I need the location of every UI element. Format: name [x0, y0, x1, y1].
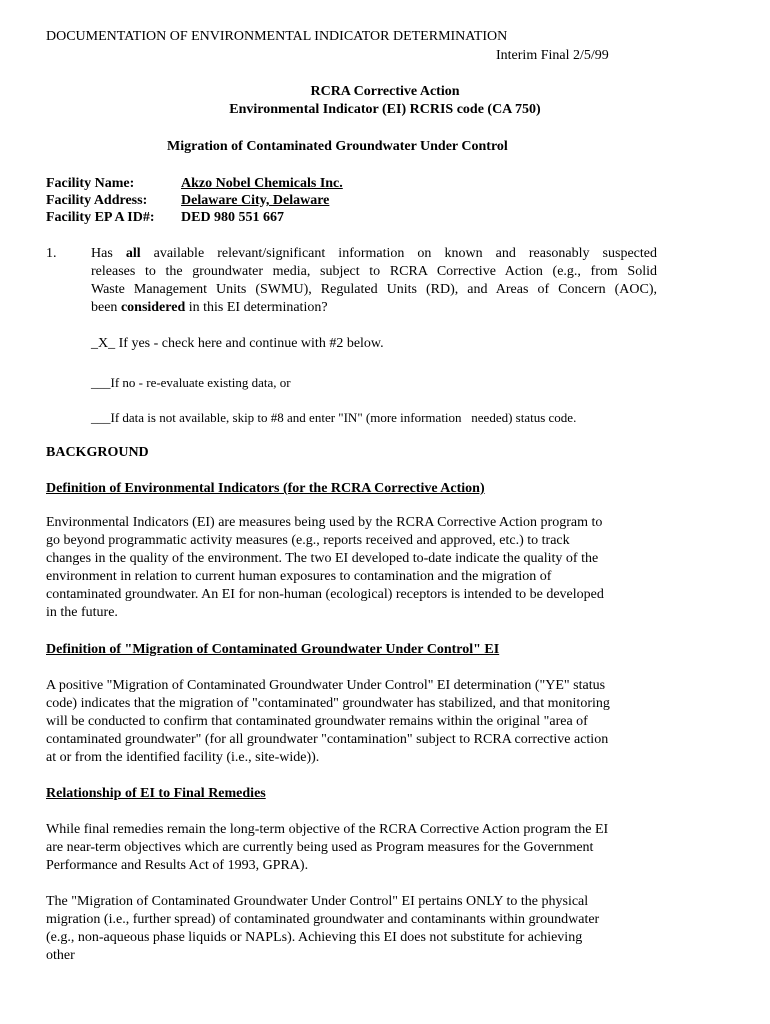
section-2-line: will be conducted to confirm that contaminated groundwater remains within the original "area of	[46, 714, 588, 729]
section-1-line: contaminated groundwater. An EI for non-human (ecological) receptors is intended to be developed	[46, 587, 604, 602]
facility-address-value: Delaware City, Delaware	[181, 193, 330, 208]
section-1-paragraph	[46, 514, 658, 622]
option-yes[interactable]	[91, 335, 384, 353]
section-1-line: Environmental Indicators (EI) are measures being used by the RCRA Corrective Action program to	[46, 515, 603, 530]
facility-address-label: Facility Address:	[46, 193, 148, 208]
section-1-heading: Definition of Environmental Indicators (for the RCRA Corrective Action)	[46, 481, 485, 496]
section-4-line: other	[46, 948, 75, 963]
question-1-text	[91, 245, 657, 317]
section-2-line: contaminated groundwater" (for all groundwater "contamination" subject to RCRA corrective action	[46, 732, 609, 747]
question-1-number: 1.	[46, 246, 57, 261]
question-1-line-2: releases to the groundwater media, subject to RCRA Corrective Action (e.g., from Solid	[91, 264, 657, 279]
facility-name-value: Akzo Nobel Chemicals Inc.	[181, 176, 343, 191]
title-line-2: Environmental Indicator (EI) RCRIS code (CA 750)	[229, 102, 541, 117]
option-not-available[interactable]: ___If data is not available, skip to #8 and enter "IN" (more information needed) status code.	[91, 410, 577, 425]
section-3-line: While final remedies remain the long-term objective of the RCRA Corrective Action program the EI	[46, 822, 609, 837]
section-3-paragraph	[46, 821, 658, 875]
section-2-paragraph	[46, 677, 658, 767]
option-yes-text: If yes - check here and continue with #2 below.	[115, 336, 384, 351]
section-2-line: at or from the identified facility (i.e., site-wide)).	[46, 750, 320, 765]
facility-name-label: Facility Name:	[46, 176, 135, 191]
section-4-line: (e.g., non-aqueous phase liquids or NAPLs). Achieving this EI does not substitute for achieving	[46, 930, 583, 945]
section-1-line: changes in the quality of the environment. The two EI developed to-date indicate the quality of the	[46, 551, 599, 566]
section-1-line: go beyond programmatic activity measures (e.g., reports received and approved, etc.) to track	[46, 533, 570, 548]
background-heading: BACKGROUND	[46, 445, 149, 460]
question-1-line-1: Has all available relevant/significant information on known and reasonably suspected	[91, 246, 657, 261]
section-2-line: A positive "Migration of Contaminated Groundwater Under Control" EI determination ("YE" status	[46, 678, 606, 693]
section-3-line: Performance and Results Act of 1993, GPRA).	[46, 858, 309, 873]
section-4-line: The "Migration of Contaminated Groundwater Under Control" EI pertains ONLY to the physical	[46, 894, 589, 909]
option-no[interactable]: ___If no - re-evaluate existing data, or	[91, 375, 291, 390]
title-line-1: RCRA Corrective Action	[310, 84, 460, 99]
page-subtitle: Migration of Contaminated Groundwater Under Control	[167, 139, 508, 154]
document-version: Interim Final 2/5/99	[496, 48, 609, 63]
facility-epa-id-value: DED 980 551 667	[181, 210, 285, 225]
option-yes-mark[interactable]: _X_	[91, 336, 116, 351]
facility-epa-id-label: Facility EP A ID#:	[46, 210, 155, 225]
section-1-line: environment in relation to current human exposures to contamination and the migration of	[46, 569, 552, 584]
section-4-paragraph	[46, 893, 658, 965]
document-header-title: DOCUMENTATION OF ENVIRONMENTAL INDICATOR DETERMINATION	[46, 29, 508, 44]
section-3-heading: Relationship of EI to Final Remedies	[46, 786, 266, 801]
section-3-line: are near-term objectives which are currently being used as Program measures for the Government	[46, 840, 594, 855]
question-1-line-4: been considered in this EI determination?	[91, 300, 328, 315]
section-2-line: code) indicates that the migration of "contaminated" groundwater has stabilized, and that monitoring	[46, 696, 610, 711]
question-1-line-3: Waste Management Units (SWMU), Regulated Units (RD), and Areas of Concern (AOC),	[91, 282, 657, 297]
section-1-line: in the future.	[46, 605, 118, 620]
section-2-heading: Definition of "Migration of Contaminated Groundwater Under Control" EI	[46, 642, 500, 657]
section-4-line: migration (i.e., further spread) of contaminated groundwater and contaminants within groundwater	[46, 912, 600, 927]
